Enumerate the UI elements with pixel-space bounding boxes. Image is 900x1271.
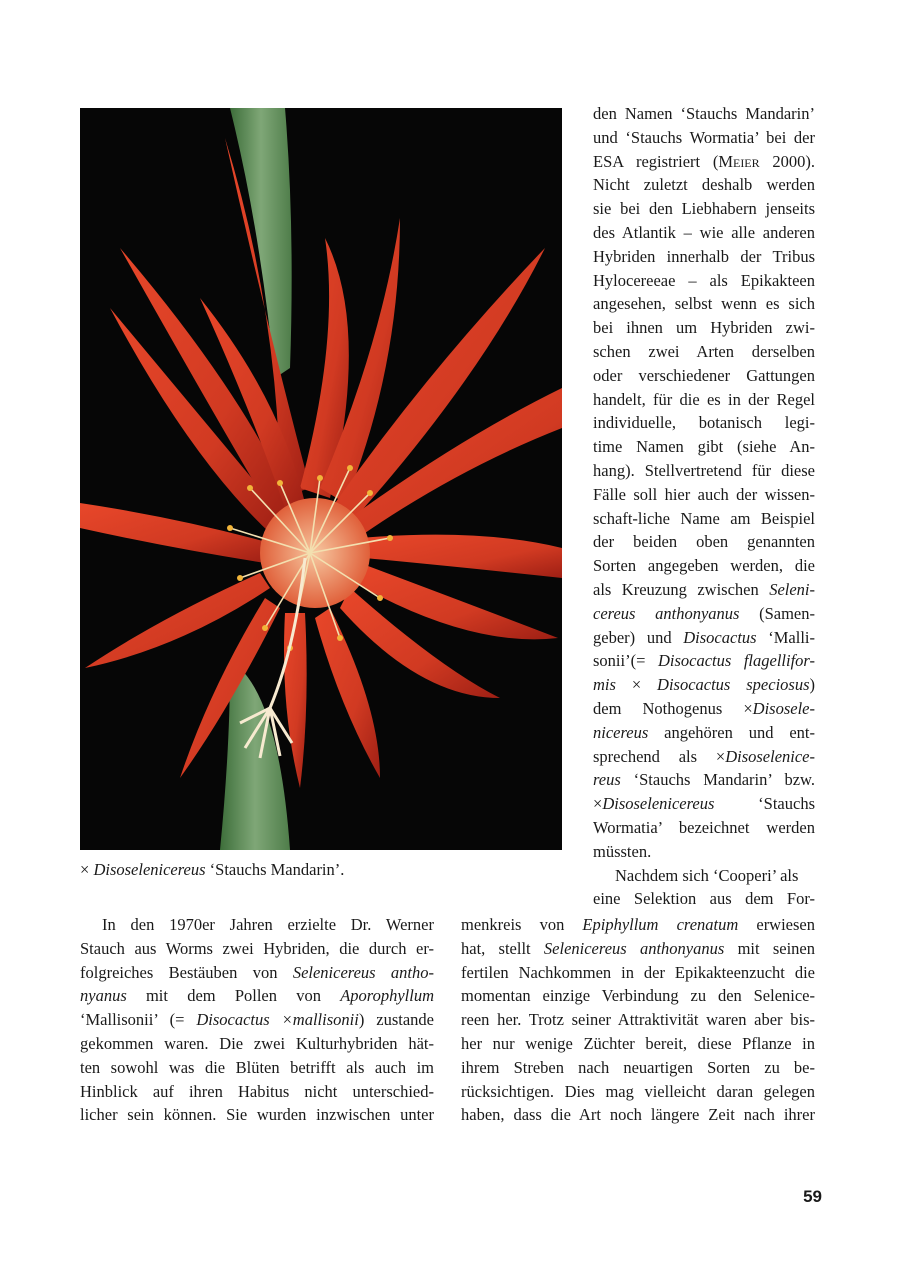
text-run: sprechend als ×: [593, 746, 726, 766]
italic-text: Disocactus: [683, 627, 757, 647]
text-run: der beiden oben genannten: [593, 532, 815, 552]
text-line: [80, 1033, 434, 1055]
text-run: Wormatia’ bezeichnet werden: [593, 818, 815, 837]
text-run: hat, stellt: [461, 938, 544, 958]
text-line: [80, 1057, 434, 1079]
text-line: [80, 1081, 434, 1103]
flower-photo: [80, 108, 562, 850]
text-line: [593, 174, 815, 196]
page-number: 59: [803, 1187, 822, 1206]
text-run: individuelle, botanisch legi-: [593, 413, 815, 433]
text-line: [461, 1033, 815, 1055]
caption-prefix: ×: [80, 860, 94, 879]
text-line: [593, 317, 815, 339]
text-line: [461, 1057, 815, 1079]
text-run: angesehen, selbst wenn es sich: [593, 294, 815, 314]
text-line: [593, 746, 815, 768]
text-line: [461, 1104, 815, 1126]
text-run: ten sowohl was die Blüten betrifft als auch im: [80, 1057, 434, 1077]
text-run: Sorten angegeben werden, die: [593, 556, 815, 576]
italic-text: Epiphyllum crenatum: [582, 915, 739, 934]
text-run: licher sein können. Sie wurden inzwischen unter: [80, 1105, 434, 1125]
figure-caption: [80, 858, 562, 882]
text-line: [593, 722, 815, 744]
text-run: (Samen-: [739, 603, 815, 623]
text-run: mit seinen: [724, 938, 815, 958]
text-line: [593, 436, 815, 458]
italic-text: mis: [593, 675, 616, 695]
text-line: [461, 1081, 815, 1103]
text-run: ×: [593, 794, 603, 814]
text-run: müssten.: [593, 841, 652, 861]
text-line: [593, 151, 815, 173]
text-line: [593, 508, 815, 530]
italic-text: Selenicereus antho-: [292, 962, 434, 982]
text-line: [593, 460, 815, 482]
text-line: [615, 865, 815, 887]
italic-text: Disoselenicereus: [602, 794, 715, 814]
text-line: [593, 769, 815, 791]
text-line: [593, 650, 815, 672]
italic-text: Disoselenice-: [725, 746, 815, 766]
text-run: momentan einzige Verbindung zu den Selenice-: [461, 986, 815, 1006]
text-run: rücksichtigen. Dies mag vielleicht daran gelegen: [461, 1081, 815, 1101]
text-line: [461, 914, 815, 936]
italic-text: Disocactus ×mallisonii: [196, 1010, 359, 1030]
text-run: hang). Stellvertretend für diese: [593, 461, 815, 480]
text-run: erwiesen: [738, 915, 816, 934]
text-line: [593, 412, 815, 434]
text-run: Stauch aus Worms zwei Hybriden, die durch er-: [80, 938, 434, 958]
text-run: eine Selektion aus dem For-: [593, 889, 815, 909]
text-line: [593, 365, 815, 387]
text-run: Nachdem sich ‘Cooperi’ als: [615, 865, 799, 885]
italic-text: Disocactus flagellifor-: [657, 651, 815, 671]
text-line: [461, 1009, 815, 1031]
text-run: dem Nothogenus ×: [593, 699, 753, 718]
text-line: [593, 198, 815, 220]
italic-text: nicereus: [593, 722, 649, 742]
italic-text: Selenicereus anthonyanus: [543, 938, 725, 958]
text-run: ‘Malli-: [756, 627, 815, 647]
text-run: Nicht zuletzt deshalb werden: [593, 175, 815, 195]
text-run: bei ihnen um Hybriden zwi-: [593, 318, 815, 338]
text-line: [593, 579, 815, 601]
text-run: ihrem Streben nach neuartigen Sorten zu be-: [461, 1057, 815, 1077]
text-run: ‘Mallisonii’ (=: [80, 1010, 197, 1030]
text-run: den Namen ‘Stauchs Mandarin’: [593, 104, 815, 123]
italic-text: cereus anthonyanus: [593, 603, 740, 623]
text-run: Hylocereeae – als Epikakteen: [593, 270, 815, 290]
text-run: fertilen Nachkommen in der Epikakteenzucht die: [461, 962, 815, 982]
text-run: angehören und ent-: [648, 722, 815, 742]
text-line: [461, 962, 815, 984]
caption-cultivar: ‘Stauchs Mandarin’.: [205, 860, 345, 879]
text-line: [593, 270, 815, 292]
text-run: ×: [615, 675, 658, 695]
text-run: haben, dass die Art noch längere Zeit nach ihrer: [461, 1105, 815, 1125]
text-run: schaft-liche Name am Beispiel: [593, 508, 815, 528]
text-run: Hinblick auf ihren Habitus nicht unterschied-: [80, 1081, 434, 1101]
text-run: sie bei den Liebhabern jenseits: [593, 199, 815, 219]
text-run: ‘Stauchs Mandarin’ bzw.: [620, 770, 815, 790]
italic-text: Disocactus speciosus: [657, 675, 810, 695]
text-line: [593, 793, 815, 815]
text-run: des Atlantik – wie alle anderen: [593, 223, 815, 242]
italic-text: Disosele-: [752, 699, 815, 718]
text-line: [593, 127, 815, 149]
text-line: [80, 1009, 434, 1031]
text-run: reen her. Trotz seiner Attraktivität waren aber bis-: [461, 1010, 815, 1030]
text-line: [593, 103, 815, 125]
text-line: [593, 817, 815, 839]
text-run: und ‘Stauchs Wormatia’ bei der: [593, 127, 815, 147]
italic-text: nyanus: [80, 986, 127, 1006]
text-line: [593, 222, 815, 244]
text-run: mit dem Pollen von: [126, 986, 341, 1006]
text-run: menkreis von: [461, 915, 583, 934]
text-line: [593, 484, 815, 506]
text-run: ): [809, 675, 815, 695]
text-line: [593, 389, 815, 411]
text-run: Fälle soll hier auch der wissen-: [593, 484, 815, 504]
text-line: [80, 1104, 434, 1126]
text-run: Hybriden innerhalb der Tribus: [593, 246, 815, 266]
text-line: [593, 627, 815, 649]
text-run: handelt, für die es in der Regel: [593, 389, 815, 409]
text-line: [593, 674, 815, 696]
text-line: [80, 962, 434, 984]
text-line: [593, 341, 815, 363]
text-line: [461, 985, 815, 1007]
text-run: ESA registriert (Meier 2000).: [593, 151, 815, 171]
text-run: her nur wenige Züchter bereit, diese Pflanze in: [461, 1034, 815, 1053]
text-run: time Namen gibt (siehe An-: [593, 437, 815, 457]
text-line: [593, 603, 815, 625]
text-line: [102, 914, 434, 936]
text-run: als Kreuzung zwischen: [593, 580, 770, 599]
text-run: In den 1970er Jahren erzielte Dr. Werner: [102, 915, 434, 934]
text-line: [593, 531, 815, 553]
text-line: [593, 293, 815, 315]
text-line: [80, 938, 434, 960]
text-line: [593, 888, 815, 910]
caption-genus: Disoselenicereus: [93, 860, 206, 879]
text-run: ‘Stauchs: [714, 794, 815, 814]
text-run: folgreiches Bestäuben von: [80, 962, 293, 982]
text-run: sonii’(=: [593, 651, 658, 671]
text-run: ) zustande: [358, 1010, 435, 1030]
text-line: [80, 985, 434, 1007]
text-line: [593, 698, 815, 720]
flower-illustration: [80, 108, 562, 850]
text-run: gekommen waren. Die zwei Kulturhybriden hät-: [80, 1034, 434, 1053]
text-line: [593, 246, 815, 268]
text-line: [593, 555, 815, 577]
text-line: [461, 938, 815, 960]
italic-text: Aporophyllum: [340, 986, 434, 1006]
text-run: schen zwei Arten derselben: [593, 342, 815, 361]
text-line: [593, 841, 815, 863]
text-run: geber) und: [593, 627, 684, 647]
italic-text: reus: [593, 770, 621, 790]
text-run: oder verschiedener Gattungen: [593, 365, 815, 385]
italic-text: Seleni-: [769, 580, 815, 599]
